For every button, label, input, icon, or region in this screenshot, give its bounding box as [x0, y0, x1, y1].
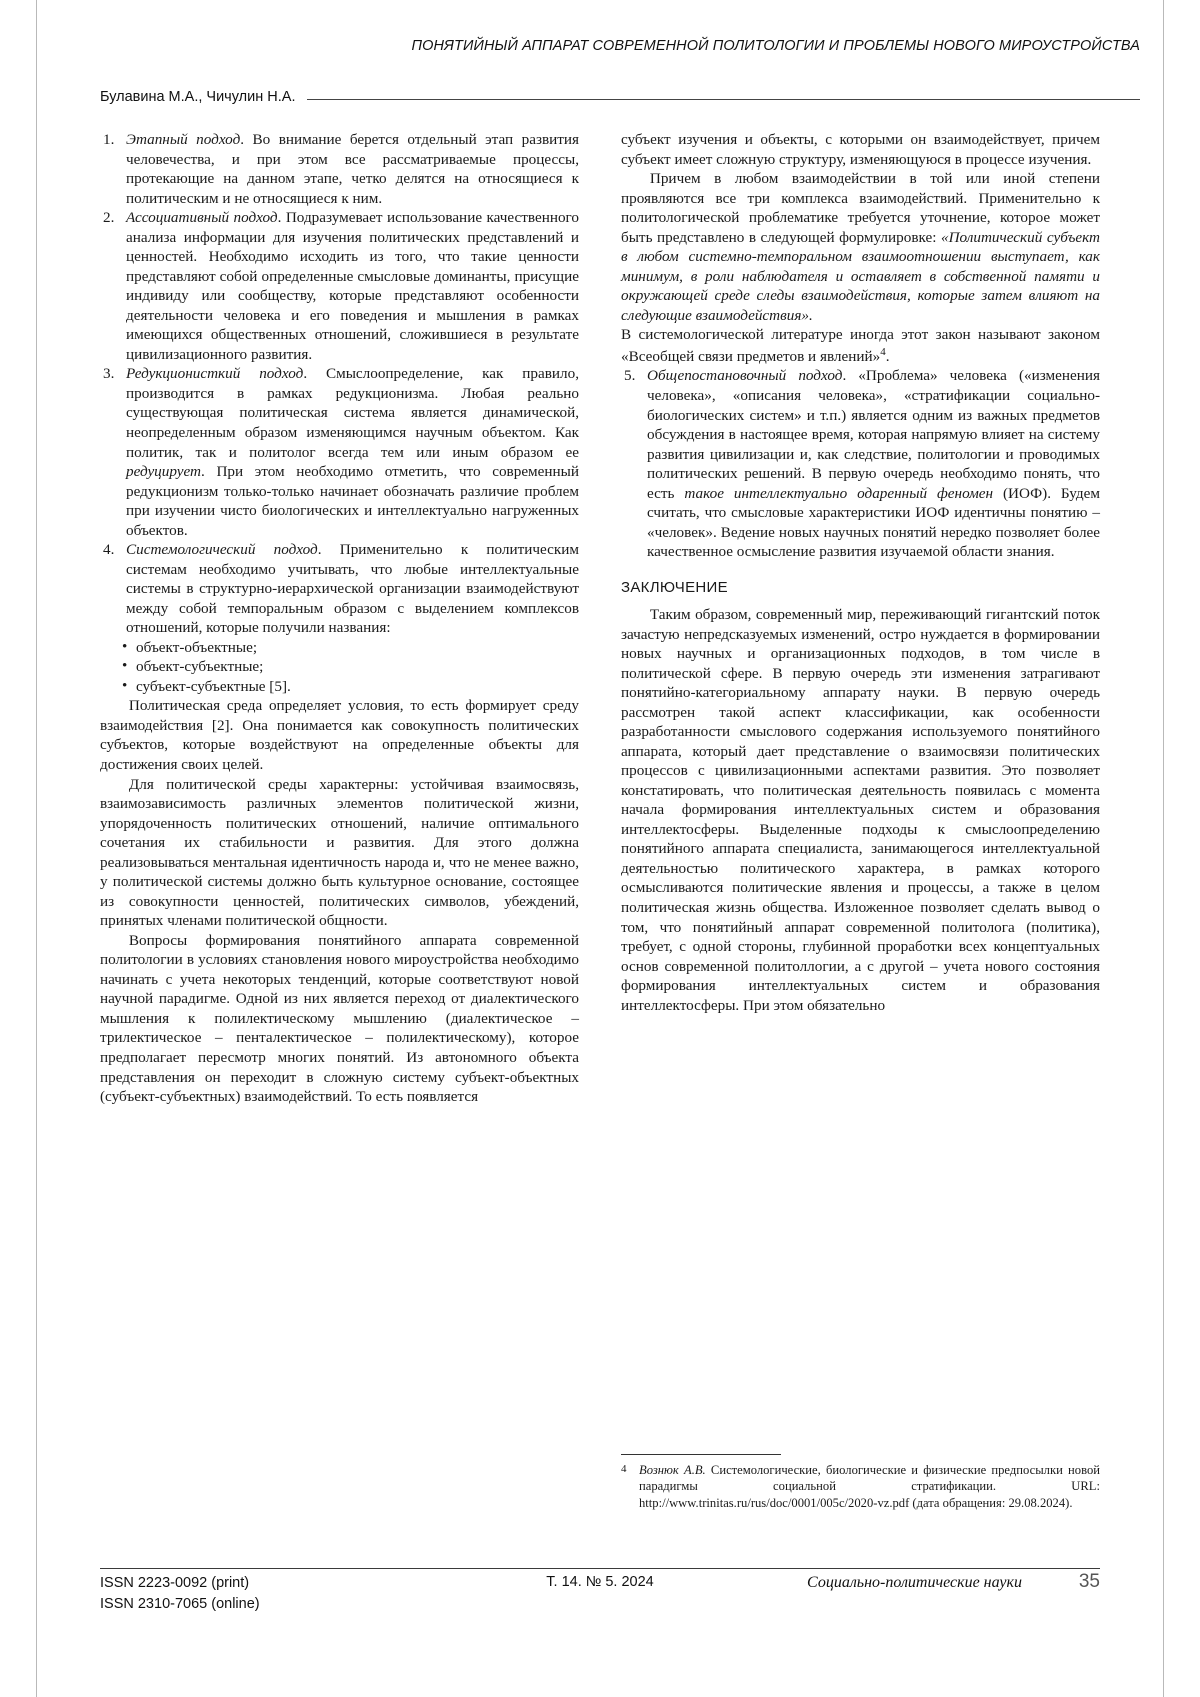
footnote-marker: 4: [880, 345, 886, 358]
footnote-text: Системологические, биологические и физические предпосылки новой парадигмы социальной стратификации. URL: http://www.trinitas.ru/rus/doc/0001/005c/2020-vz.pdf (дата обращения: 29.08.2024).: [639, 1462, 1100, 1510]
authors-line: [100, 88, 1140, 110]
quoted-formulation: «Политический субъект в любом системно-темпоральном взаимоотношении выступает, как минимум, в роли наблюдателя и оставляет в собственной памяти и окружающей среде следы взаимодействия, которые затем влияют на следующие взаимодействия».: [621, 228, 1100, 324]
list-item: [100, 130, 579, 208]
journal-title: Социально-политические науки: [807, 1574, 1022, 1591]
approach-list: [100, 130, 579, 638]
list-item-term: Ассоциативный подход: [126, 209, 278, 227]
list-item: • субъект-субъектные [5].: [122, 677, 579, 697]
list-item-text: . Применительно к политическим системам необходимо учитывать, что любые интеллектуальные системы в структурно-иерархической организации взаимодействуют между собой темпоральным образом с выделением комплексов отношений, которые получили названия:: [126, 541, 579, 637]
list-item: [100, 540, 579, 638]
paragraph: Таким образом, современный мир, переживающий гигантский поток зачастую непредсказуемых изменений, остро нуждается в формировании новых научных и организационных подходов, в том числе в политической сфере. В первую очередь эти изменения затрагивают понятийно-категориальному аппарату науки. В первую очередь рассмотрен такой аспект классификации, как особенности разработанности смыслового содержания используемого понятийного аппарата, который дает представление о взаимосвязи политических процессов с цивилизационными аспектами развития. Это позволяет констатировать, что политическая деятельность появилась с момента начала формирования интеллектуальных систем и образования интеллектосферы. Выделенные подходы к смыслоопределению понятийного аппарата специалиста, занимающегося интеллектуальной деятельностью политического характера, в рамках которого осмысливаются политические явления и процессы, а также в целом политическая жизнь общества. Изложенное позволяет сделать вывод о том, что понятийный аппарат современной политолога (политика), требует, с одной стороны, глубинной проработки всех концептуальных основ современной политоллогии, а с другой – учета нового состояния формирования интеллектуальных систем и образования интеллектосферы. При этом обязательно: [621, 606, 1100, 1014]
page-footer: [100, 1573, 1100, 1635]
list-item: [100, 208, 579, 364]
footnote: [621, 1462, 1100, 1511]
crop-mark-left: [36, 0, 37, 1697]
list-item-emphasis: редуцирует: [126, 463, 202, 481]
footnote-rule: [621, 1454, 781, 1455]
list-item-text: . Во внимание берется отдельный этап развития человечества, и при этом все рассматриваемые процессы, протекающие на данном этапе, четко делятся на относящиеся к политическим и не относящиеся к ним.: [126, 131, 579, 207]
list-item-emphasis: такое интеллектуально одаренный феномен: [684, 484, 994, 502]
footnote-author: Вознюк А.В.: [639, 1462, 706, 1477]
paragraph: Для политической среды характерны: устойчивая взаимосвязь, взаимозависимость различных элементов политической жизни, упорядоченность политических отношений, наличие оптимального сочетания их стабильности и развития. Для этого должна реализовываться ментальная идентичность народа и, что не менее важно, у политической системы должно быть культурное основание, состоящее из совокупности ценностей, политических символов, убеждений, принятых членами политической общности.: [100, 775, 579, 930]
issn-block: [100, 1573, 260, 1615]
left-column: [100, 130, 579, 1510]
list-item-term: Общепостановочный подход: [647, 367, 843, 385]
list-item-term: Этапный подход: [126, 131, 241, 148]
paragraph: В системологической литературе иногда этот закон называют законом «Всеобщей связи предметов и явлений»$^4$.: [621, 326, 1100, 365]
authors-name: Булавина М.А., Чичулин Н.А.: [100, 89, 307, 105]
page-number: 35: [1078, 1571, 1100, 1592]
issn-print: ISSN 2223-0092 (print): [100, 1575, 250, 1591]
running-head: ПОНЯТИЙНЫЙ АППАРАТ СОВРЕМЕННОЙ ПОЛИТОЛОГИИ И ПРОБЛЕМЫ НОВОГО МИРОУСТРОЙСТВА: [411, 38, 1140, 54]
list-item: [621, 366, 1100, 561]
crop-mark-right: [1163, 0, 1164, 1697]
list-item-text: . Смыслоопределение, как правило, производится в рамках редукционизма. Любая реально существующая политическая система является динамической, неопределенным образом изменяющимся научным объектом. Как политик, так и политолог всегда тем или иным образом ее: [126, 365, 580, 461]
paragraph: субъект изучения и объекты, с которыми он взаимодействует, причем субъект имеет сложную структуру, изменяющуюся в процессе изучения.: [621, 131, 1100, 168]
approach-list-continued: [621, 366, 1100, 561]
list-item-text-continued: (ИОФ). Будем считать, что смысловые характеристики ИОФ идентичны понятию – «человек». Ведение новых научных понятий нередко позволяет более качественное осмысление развития изучаемой области знания.: [647, 484, 1100, 561]
list-item: • объект-субъектные;: [122, 657, 579, 677]
paragraph: Вопросы формирования понятийного аппарата современной политологии в условиях становления нового мироустройства необходимо начинать с учета некоторых тенденций, которые соответствуют новой научной парадигме. Одной из них является переход от диалектического мышления к полилектическому мышлению (диалектическое – трилектическое – пенталектическое – полилектическому), которое предполагает пересмотр многих понятий. Из автономного объекта представления он переходит в сложную систему субъект-объектных (субъект-субъектных) взаимодействий. То есть появляется: [100, 931, 579, 1106]
issn-online: ISSN 2310-7065 (online): [100, 1596, 260, 1613]
paragraph: [621, 169, 1100, 325]
list-item: • объект-объектные;: [122, 638, 579, 658]
relation-bullets: [100, 638, 579, 697]
paragraph-text: Причем в любом взаимодействии в той или иной степени проявляются все три комплекса взаимодействий. Применительно к политологической проблематике требуется уточнение, которое может быть представлено в следующей формулировке:: [621, 170, 1100, 246]
list-item-text: . «Проблема» человека («изменения человека», «описания человека», «стратификации социально-биологических систем» и т.п.) является одним из важных предметов обсуждения в настоящее время, которая напрямую влияет на систему развития цивилизации и, как следствие, политологии и проводимых политических решений. В первую очередь необходимо понять, что есть: [647, 367, 1100, 502]
section-heading-conclusion: ЗАКЛЮЧЕНИЕ: [621, 578, 728, 596]
list-item-text: . Подразумевает использование качественного анализа информации для изучения политических представлений и ценностей. Необходимо исходить из того, что такие ценности представляют собой определенные смысловые доминанты, присущие индивиду или сообществу, которые представляют особенности деятельности человека и его поведения и мышления в рамках имеющихся общественных отношений, сложившиеся в результате цивилизационного развития.: [126, 209, 580, 363]
footnote-block: [621, 1454, 1100, 1511]
paragraph: Политическая среда определяет условия, то есть формирует среду взаимодействия [2]. Она понимается как совокупность политических субъектов, которые воздействуют на определенные объекты для достижения своих целей.: [100, 697, 579, 773]
footnote-number: 4: [621, 1462, 627, 1475]
right-column: [621, 130, 1100, 1510]
volume-issue: Т. 14. № 5. 2024: [546, 1574, 654, 1590]
list-item-term: Системологический подход: [126, 541, 318, 559]
body-columns: [100, 130, 1100, 1510]
list-item: [100, 364, 579, 540]
paragraph-text: В системологической литературе иногда этот закон называют законом «Всеобщей связи предметов и явлений»: [621, 326, 1100, 365]
footer-rule: [100, 1568, 1100, 1569]
list-item-term: Редукционисткий подход: [126, 365, 304, 383]
list-item-text-continued: . При этом необходимо отметить, что современный редукционизм только-только начинает обозначать различие проблем при изучении чисто биологических и интеллектуально нагруженных объектов.: [126, 463, 579, 539]
